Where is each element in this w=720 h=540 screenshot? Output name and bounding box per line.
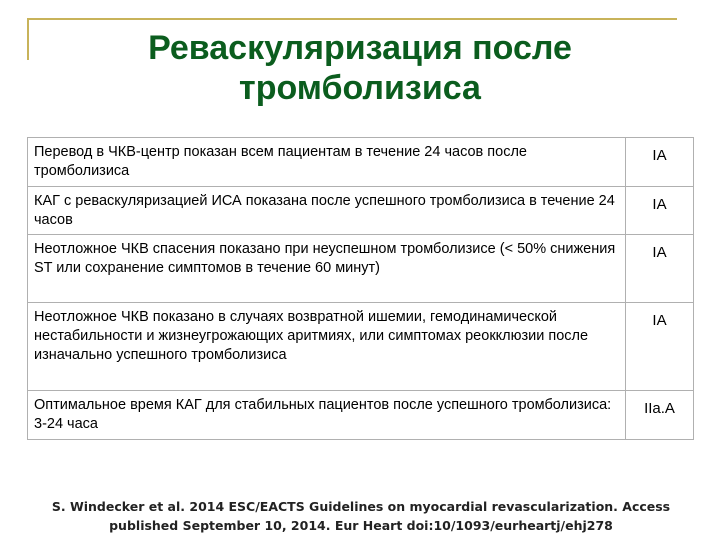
frame-left-line: [27, 18, 29, 60]
citation-line2: published September 10, 2014. Eur Heart doi:10/1093/eurheartj/ehj278: [109, 518, 613, 533]
recommendation-class: IA: [626, 138, 694, 187]
recommendation-text: Оптимальное время КАГ для стабильных пациентов после успешного тромболизиса: 3-24 часа: [28, 391, 626, 440]
recommendation-class: IA: [626, 235, 694, 303]
recommendations-table: [27, 137, 694, 440]
recommendation-text: КАГ с реваскуляризацией ИСА показана после успешного тромболизиса в течение 24 часов: [28, 187, 626, 235]
table-row: [28, 187, 694, 235]
slide-title: [60, 28, 660, 108]
table-row: [28, 391, 694, 440]
slide-title-line2: тромболизиса: [239, 69, 481, 107]
recommendation-class: IIa.A: [626, 391, 694, 440]
recommendation-text: Неотложное ЧКВ показано в случаях возвратной ишемии, гемодинамической нестабильности и жизнеугрожающих аритмиях, или симптомах реокклюзии после изначально успешного тромболизиса: [28, 303, 626, 391]
table-row: [28, 138, 694, 187]
table-row: [28, 303, 694, 391]
frame-top-line: [27, 18, 677, 20]
recommendation-class: IA: [626, 303, 694, 391]
recommendation-class: IA: [626, 187, 694, 235]
citation: [10, 497, 712, 535]
slide-title-line1: Реваскуляризация после: [148, 29, 572, 67]
table-row: [28, 235, 694, 303]
recommendation-text: Неотложное ЧКВ спасения показано при неуспешном тромболизисе (< 50% снижения ST или сохранение симптомов в течение 60 минут): [28, 235, 626, 303]
recommendation-text: Перевод в ЧКВ-центр показан всем пациентам в течение 24 часов после тромболизиса: [28, 138, 626, 187]
citation-line1: S. Windecker et al. 2014 ESC/EACTS Guidelines on myocardial revascularization. Access: [51, 499, 671, 514]
